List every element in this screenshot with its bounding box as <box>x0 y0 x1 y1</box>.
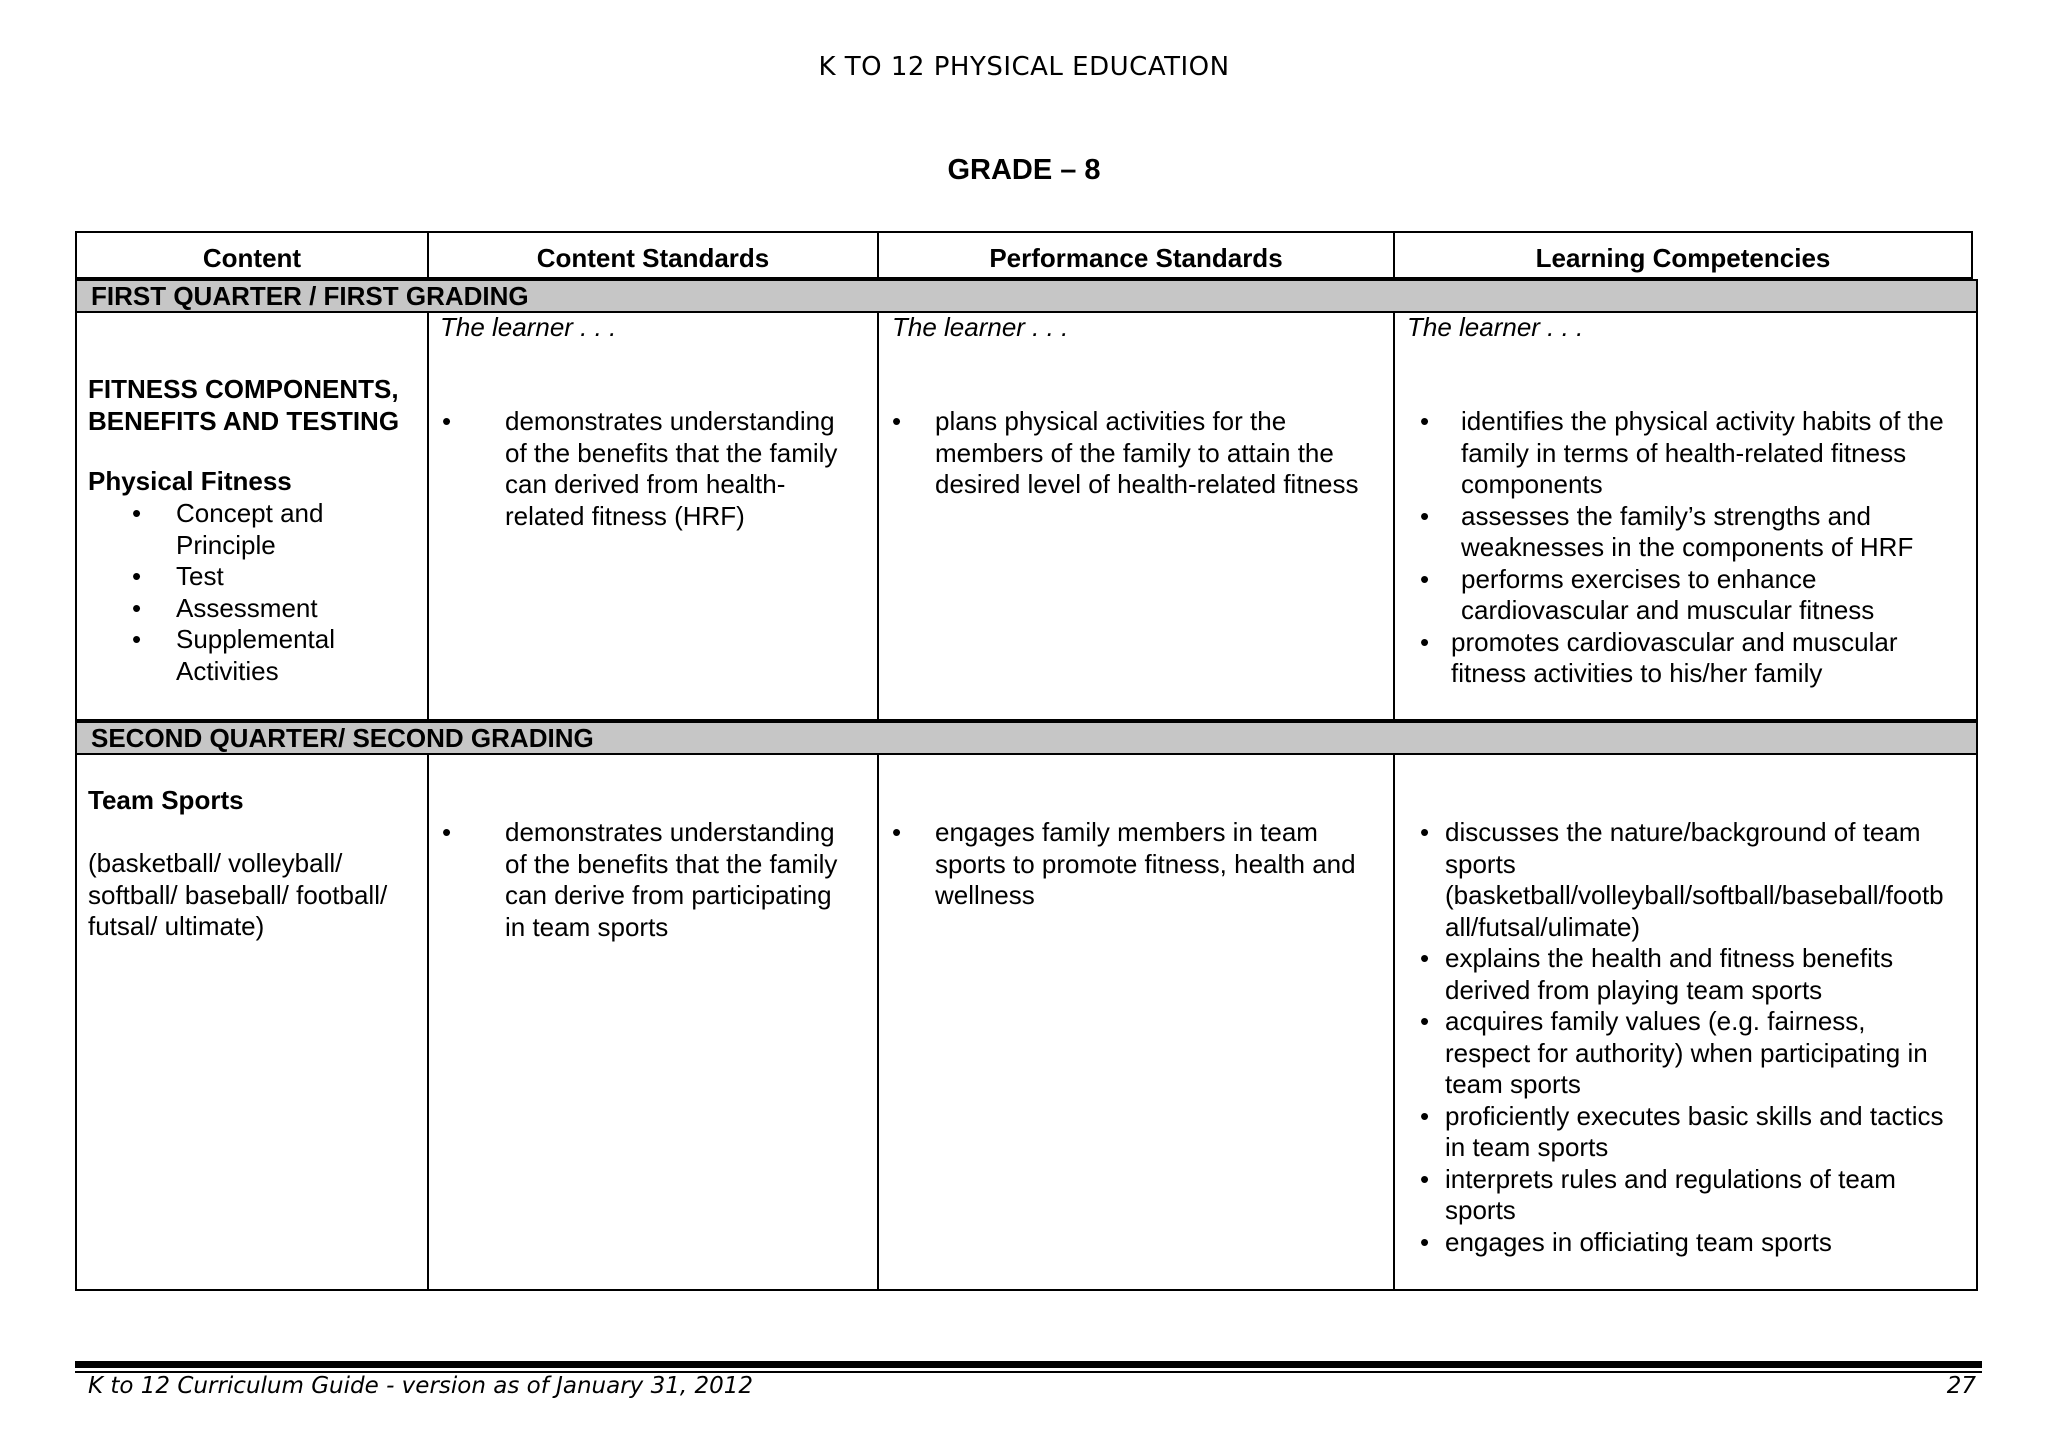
line: derived from playing team sports <box>1445 974 1823 1005</box>
line: interprets rules and regulations of team <box>1445 1163 1896 1194</box>
q1-divider-3 <box>1393 311 1395 721</box>
line: promotes cardiovascular and muscular <box>1451 626 1898 657</box>
line: performs exercises to enhance <box>1461 563 1817 594</box>
q2-performance <box>890 817 1390 912</box>
bullet-icon: • <box>442 406 452 436</box>
list-item <box>88 561 418 593</box>
line: of the benefits that the family <box>505 848 838 879</box>
list-item <box>1410 1227 1975 1259</box>
q1-competency-intro: The learner . . . <box>1407 312 1584 342</box>
q2-divider-2 <box>877 753 879 1291</box>
line: proficiently executes basic skills and tactics <box>1445 1100 1944 1131</box>
q2-competencies <box>1410 817 1975 1258</box>
bullet-icon: • <box>1420 406 1430 436</box>
q2-standard <box>440 817 870 943</box>
list-item <box>1410 1006 1975 1101</box>
line: components <box>1461 469 1603 499</box>
line: plans physical activities for the <box>935 406 1287 436</box>
line: family in terms of health-related fitness <box>1461 437 1907 468</box>
bullet-icon: • <box>132 592 142 623</box>
q1-divider-2 <box>877 311 879 721</box>
list-item <box>1410 406 1975 501</box>
list-item <box>1410 564 1975 627</box>
line: in team sports <box>505 911 669 942</box>
q1-standard <box>440 406 870 532</box>
list-item <box>440 817 870 943</box>
line: cardiovascular and muscular fitness <box>1461 595 1875 625</box>
q2-content-heading: Team Sports <box>88 785 244 815</box>
line: sports <box>1445 1195 1516 1225</box>
bullet-icon: • <box>1420 817 1430 847</box>
bullet-icon: • <box>442 817 452 847</box>
q1-competencies <box>1410 406 1975 690</box>
footer-rule-thick <box>75 1361 1982 1368</box>
list-item <box>1410 627 1975 690</box>
list-item-text: Concept and <box>176 498 324 528</box>
line: demonstrates understanding <box>505 817 835 847</box>
list-item-text: Test <box>176 561 224 591</box>
list-item <box>1410 501 1975 564</box>
heading-line: FITNESS COMPONENTS, <box>88 374 399 404</box>
bullet-icon: • <box>1420 1226 1430 1257</box>
bullet-icon: • <box>1420 563 1430 594</box>
line: (basketball/volleyball/softball/baseball/footb <box>1445 880 1944 910</box>
line: assesses the family’s strengths and <box>1461 500 1871 531</box>
bullet-icon: • <box>1420 1006 1430 1036</box>
line: can derived from health- <box>505 469 786 499</box>
line: team sports <box>1445 1069 1581 1099</box>
q2-content-lines <box>88 848 387 943</box>
line: desired level of health-related fitness <box>935 469 1359 499</box>
col-header-performance-standards: Performance Standards <box>877 231 1395 279</box>
line: all/futsal/ulimate) <box>1445 911 1641 942</box>
line: demonstrates understanding <box>505 406 835 436</box>
bullet-icon: • <box>1420 943 1430 973</box>
list-item <box>890 817 1390 912</box>
col-header-learning-competencies: Learning Competencies <box>1393 231 1973 279</box>
line: softball/ baseball/ football/ <box>88 879 388 910</box>
bullet-icon: • <box>1420 626 1430 657</box>
q1-standard-intro: The learner . . . <box>440 312 617 342</box>
bullet-icon: • <box>892 406 902 436</box>
q1-content-heading <box>88 374 399 437</box>
line: can derive from participating <box>505 880 832 910</box>
q1-content-subheading: Physical Fitness <box>88 466 292 496</box>
list-item <box>440 406 870 532</box>
line: sports to promote fitness, health and <box>935 848 1356 879</box>
q2-divider-3 <box>1393 753 1395 1291</box>
line: respect for authority) when participating in <box>1445 1037 1928 1068</box>
line: explains the health and fitness benefits <box>1445 943 1894 973</box>
line: weaknesses in the components of HRF <box>1461 532 1914 562</box>
list-item <box>1410 1101 1975 1164</box>
q2-divider-1 <box>427 753 429 1291</box>
quarter-band-second: SECOND QUARTER/ SECOND GRADING <box>75 721 1978 755</box>
line: engages family members in team <box>935 817 1318 847</box>
line: discusses the nature/background of team <box>1445 817 1921 847</box>
footer-guide-version: K to 12 Curriculum Guide - version as of January 31, 2012 <box>88 1373 754 1399</box>
list-item <box>1410 817 1975 943</box>
line: acquires family values (e.g. fairness, <box>1445 1006 1866 1036</box>
line: futsal/ ultimate) <box>88 911 265 941</box>
list-item-text: Supplemental <box>176 624 335 654</box>
page-title: GRADE – 8 <box>947 154 1101 186</box>
list-item <box>1410 943 1975 1006</box>
bullet-icon: • <box>892 817 902 847</box>
line: members of the family to attain the <box>935 437 1334 468</box>
quarter-band-first: FIRST QUARTER / FIRST GRADING <box>75 279 1978 313</box>
list-item <box>88 593 418 625</box>
line: engages in officiating team sports <box>1445 1226 1832 1257</box>
bullet-icon: • <box>1420 500 1430 531</box>
line: wellness <box>935 880 1035 910</box>
line: fitness activities to his/her family <box>1451 658 1823 688</box>
list-item <box>88 498 418 561</box>
bullet-icon: • <box>132 624 142 654</box>
line: identifies the physical activity habits of the <box>1461 406 1944 436</box>
list-item <box>890 406 1390 501</box>
list-item-text: Activities <box>176 655 279 686</box>
col-header-content-standards: Content Standards <box>427 231 879 279</box>
bullet-icon: • <box>132 498 142 528</box>
col-header-content: Content <box>75 231 429 279</box>
bullet-icon: • <box>1420 1163 1430 1194</box>
page-header: K TO 12 PHYSICAL EDUCATION <box>818 52 1230 82</box>
line: (basketball/ volleyball/ <box>88 848 343 878</box>
q1-performance <box>890 406 1390 501</box>
q1-divider-1 <box>427 311 429 721</box>
q1-performance-intro: The learner . . . <box>892 312 1069 342</box>
line: in team sports <box>1445 1132 1609 1162</box>
page-number: 27 <box>1946 1373 1976 1399</box>
heading-line: BENEFITS AND TESTING <box>88 405 400 436</box>
list-item-text: Principle <box>176 529 276 560</box>
q1-content-list <box>88 498 418 687</box>
line: of the benefits that the family <box>505 437 838 468</box>
line: sports <box>1445 848 1516 879</box>
bullet-icon: • <box>1420 1100 1430 1131</box>
list-item <box>88 624 418 687</box>
line: related fitness (HRF) <box>505 500 745 531</box>
list-item-text: Assessment <box>176 592 318 623</box>
list-item <box>1410 1164 1975 1227</box>
bullet-icon: • <box>132 561 142 591</box>
